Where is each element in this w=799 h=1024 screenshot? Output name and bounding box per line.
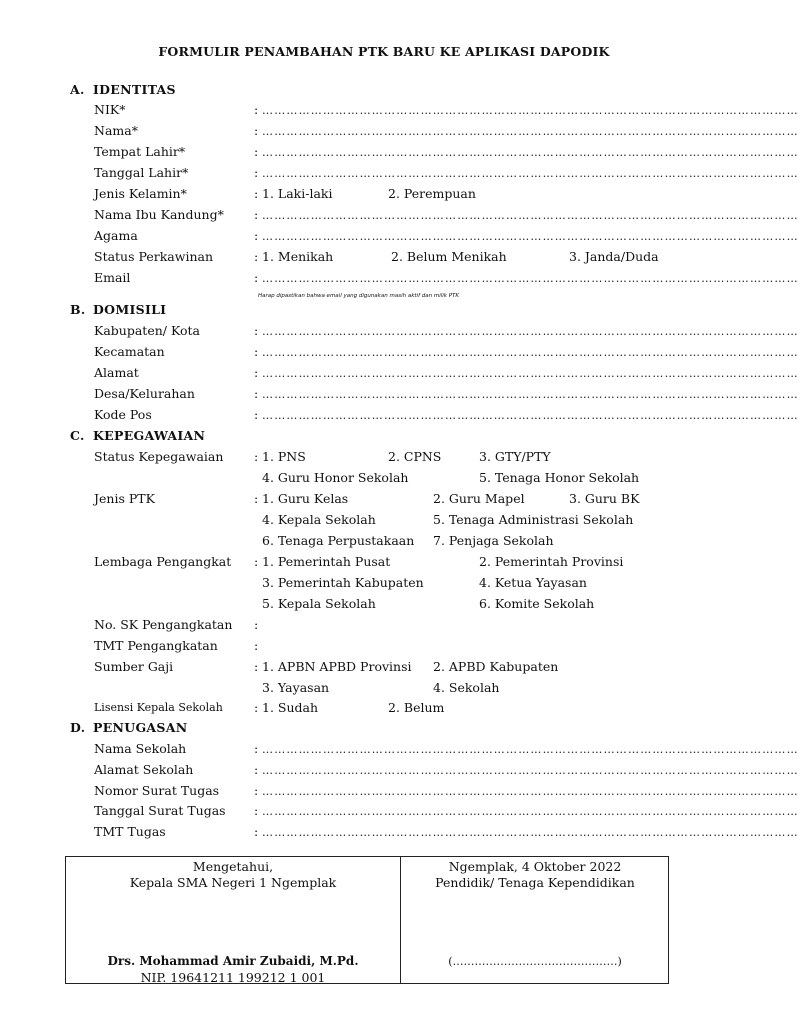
field-colon: : bbox=[254, 803, 259, 818]
option-janda-duda[interactable]: 3. Janda/Duda bbox=[569, 249, 659, 264]
principal-nip: NIP. 19641211 199212 1 001 bbox=[140, 970, 326, 985]
field-label: Status Perkawinan bbox=[94, 249, 214, 264]
field-label: TMT Tugas bbox=[94, 824, 166, 839]
fill-line[interactable]: …………………………………………………………………………………………………………………… bbox=[262, 104, 799, 117]
fill-line[interactable]: …………………………………………………………………………………………………………………… bbox=[262, 409, 799, 422]
option-penjaga-sekolah[interactable]: 7. Penjaga Sekolah bbox=[433, 533, 554, 548]
fill-line[interactable]: …………………………………………………………………………………………………………………… bbox=[262, 125, 799, 138]
field-label: Kabupaten/ Kota bbox=[94, 323, 200, 338]
option-guru-kelas[interactable]: 1. Guru Kelas bbox=[262, 491, 349, 506]
field-colon: : bbox=[254, 270, 259, 285]
field-label: No. SK Pengangkatan bbox=[94, 617, 233, 632]
field-label: Kode Pos bbox=[94, 407, 152, 422]
field-colon: : bbox=[254, 165, 259, 180]
field-label: Desa/Kelurahan bbox=[94, 386, 195, 401]
signature-box bbox=[65, 856, 669, 984]
principal-title: Kepala SMA Negeri 1 Ngemplak bbox=[129, 875, 337, 890]
fill-line[interactable]: …………………………………………………………………………………………………………………… bbox=[262, 826, 799, 839]
field-colon: : bbox=[254, 762, 259, 777]
field-label: Nama* bbox=[94, 123, 138, 138]
field-colon: : bbox=[254, 144, 259, 159]
section-letter: C. bbox=[70, 428, 85, 443]
field-label: Jenis PTK bbox=[94, 491, 155, 506]
section-penugasan-heading bbox=[70, 720, 187, 735]
field-colon: : bbox=[254, 554, 259, 569]
option-guru-bk[interactable]: 3. Guru BK bbox=[569, 491, 640, 506]
field-colon: : bbox=[254, 638, 259, 653]
fill-line[interactable]: …………………………………………………………………………………………………………………… bbox=[262, 272, 799, 285]
signature-principal bbox=[66, 857, 400, 983]
fill-line[interactable]: …………………………………………………………………………………………………………………… bbox=[262, 388, 799, 401]
field-colon: : bbox=[254, 741, 259, 756]
signature-employee bbox=[401, 857, 669, 983]
field-label: Status Kepegawaian bbox=[94, 449, 224, 464]
option-laki-laki[interactable]: 1. Laki-laki bbox=[262, 186, 333, 201]
field-label: Tempat Lahir* bbox=[94, 144, 186, 159]
field-colon: : bbox=[254, 249, 259, 264]
field-label: Jenis Kelamin* bbox=[94, 186, 187, 201]
field-label: Alamat Sekolah bbox=[94, 762, 194, 777]
field-colon: : bbox=[254, 123, 259, 138]
field-colon: : bbox=[254, 186, 259, 201]
principal-name: Drs. Mohammad Amir Zubaidi, M.Pd. bbox=[107, 954, 359, 968]
field-label: Tanggal Surat Tugas bbox=[94, 803, 226, 818]
option-pns[interactable]: 1. PNS bbox=[262, 449, 306, 464]
employee-title: Pendidik/ Tenaga Kependidikan bbox=[435, 875, 635, 890]
field-colon: : bbox=[254, 617, 259, 632]
option-pemerintah-kabupaten[interactable]: 3. Pemerintah Kabupaten bbox=[262, 575, 424, 590]
fill-line[interactable]: …………………………………………………………………………………………………………………… bbox=[262, 167, 799, 180]
field-label: Nama Ibu Kandung* bbox=[94, 207, 224, 222]
option-ketua-yayasan[interactable]: 4. Ketua Yayasan bbox=[479, 575, 587, 590]
section-kepegawaian-heading bbox=[70, 428, 205, 443]
employee-name-blank[interactable]: (………………………………………) bbox=[448, 955, 622, 968]
field-colon: : bbox=[254, 228, 259, 243]
section-title: PENUGASAN bbox=[93, 720, 188, 735]
option-komite-sekolah[interactable]: 6. Komite Sekolah bbox=[479, 596, 595, 611]
option-tenaga-perpustakaan[interactable]: 6. Tenaga Perpustakaan bbox=[262, 533, 415, 548]
field-label: Tanggal Lahir* bbox=[94, 165, 189, 180]
field-label: Lembaga Pengangkat bbox=[94, 554, 232, 569]
option-perempuan[interactable]: 2. Perempuan bbox=[388, 186, 476, 201]
field-colon: : bbox=[254, 207, 259, 222]
field-colon: : bbox=[254, 323, 259, 338]
fill-line[interactable]: …………………………………………………………………………………………………………………… bbox=[262, 785, 799, 798]
place-date: Ngemplak, 4 Oktober 2022 bbox=[448, 859, 622, 874]
field-colon: : bbox=[254, 386, 259, 401]
acknowledged-label: Mengetahui, bbox=[192, 859, 274, 874]
option-belum-menikah[interactable]: 2. Belum Menikah bbox=[391, 249, 507, 264]
fill-line[interactable]: …………………………………………………………………………………………………………………… bbox=[262, 230, 799, 243]
field-colon: : bbox=[254, 491, 259, 506]
option-menikah[interactable]: 1. Menikah bbox=[262, 249, 334, 264]
form-title: FORMULIR PENAMBAHAN PTK BARU KE APLIKASI DAPODIK bbox=[158, 44, 610, 59]
field-colon: : bbox=[254, 102, 259, 117]
option-belum[interactable]: 2. Belum bbox=[388, 700, 445, 715]
option-sudah[interactable]: 1. Sudah bbox=[262, 700, 319, 715]
option-kepala-sekolah[interactable]: 4. Kepala Sekolah bbox=[262, 512, 376, 527]
field-colon: : bbox=[254, 824, 259, 839]
option-pemerintah-pusat[interactable]: 1. Pemerintah Pusat bbox=[262, 554, 391, 569]
section-domisili-heading bbox=[70, 302, 166, 317]
field-label: Nomor Surat Tugas bbox=[94, 783, 220, 798]
option-sekolah[interactable]: 4. Sekolah bbox=[433, 680, 500, 695]
option-guru-mapel[interactable]: 2. Guru Mapel bbox=[433, 491, 525, 506]
section-identitas-heading bbox=[70, 82, 176, 97]
field-label: NIK* bbox=[94, 102, 126, 117]
field-colon: : bbox=[254, 365, 259, 380]
option-pemerintah-provinsi[interactable]: 2. Pemerintah Provinsi bbox=[479, 554, 624, 569]
option-tenaga-honor[interactable]: 5. Tenaga Honor Sekolah bbox=[479, 470, 640, 485]
field-colon: : bbox=[254, 700, 259, 715]
option-guru-honor[interactable]: 4. Guru Honor Sekolah bbox=[262, 470, 409, 485]
field-colon: : bbox=[254, 407, 259, 422]
fill-line[interactable]: …………………………………………………………………………………………………………………… bbox=[262, 209, 799, 222]
field-label: TMT Pengangkatan bbox=[94, 638, 218, 653]
section-title: IDENTITAS bbox=[93, 82, 176, 97]
field-label: Agama bbox=[94, 228, 138, 243]
option-tenaga-administrasi[interactable]: 5. Tenaga Administrasi Sekolah bbox=[433, 512, 634, 527]
field-label: Kecamatan bbox=[94, 344, 165, 359]
field-label: Alamat bbox=[94, 365, 139, 380]
section-title: DOMISILI bbox=[93, 302, 167, 317]
section-letter: B. bbox=[70, 302, 86, 317]
fill-line[interactable]: …………………………………………………………………………………………………………………… bbox=[262, 146, 799, 159]
fill-line[interactable]: …………………………………………………………………………………………………………………… bbox=[262, 743, 799, 756]
fill-line[interactable]: …………………………………………………………………………………………………………………… bbox=[262, 346, 799, 359]
section-letter: A. bbox=[70, 82, 85, 97]
fill-line[interactable]: …………………………………………………………………………………………………………………… bbox=[262, 367, 799, 380]
field-colon: : bbox=[254, 659, 259, 674]
field-label: Nama Sekolah bbox=[94, 741, 187, 756]
section-title: KEPEGAWAIAN bbox=[93, 428, 206, 443]
field-colon: : bbox=[254, 783, 259, 798]
option-apbd-kabupaten[interactable]: 2. APBD Kabupaten bbox=[433, 659, 559, 674]
option-kepala-sekolah-lembaga[interactable]: 5. Kepala Sekolah bbox=[262, 596, 376, 611]
fill-line[interactable]: …………………………………………………………………………………………………………………… bbox=[262, 764, 799, 777]
option-apbn-apbd-provinsi[interactable]: 1. APBN APBD Provinsi bbox=[262, 659, 412, 674]
option-yayasan[interactable]: 3. Yayasan bbox=[262, 680, 330, 695]
fill-line[interactable]: …………………………………………………………………………………………………………………… bbox=[262, 325, 799, 338]
option-cpns[interactable]: 2. CPNS bbox=[388, 449, 442, 464]
section-letter: D. bbox=[70, 720, 86, 735]
field-label: Lisensi Kepala Sekolah bbox=[94, 701, 223, 714]
option-gty-pty[interactable]: 3. GTY/PTY bbox=[479, 449, 551, 464]
email-note: Harap dipastikan bahwa email yang digunakan masih aktif dan milik PTK bbox=[258, 293, 460, 299]
field-label: Email bbox=[94, 270, 131, 285]
fill-line[interactable]: …………………………………………………………………………………………………………………… bbox=[262, 805, 799, 818]
field-label: Sumber Gaji bbox=[94, 659, 174, 674]
field-colon: : bbox=[254, 449, 259, 464]
field-colon: : bbox=[254, 344, 259, 359]
